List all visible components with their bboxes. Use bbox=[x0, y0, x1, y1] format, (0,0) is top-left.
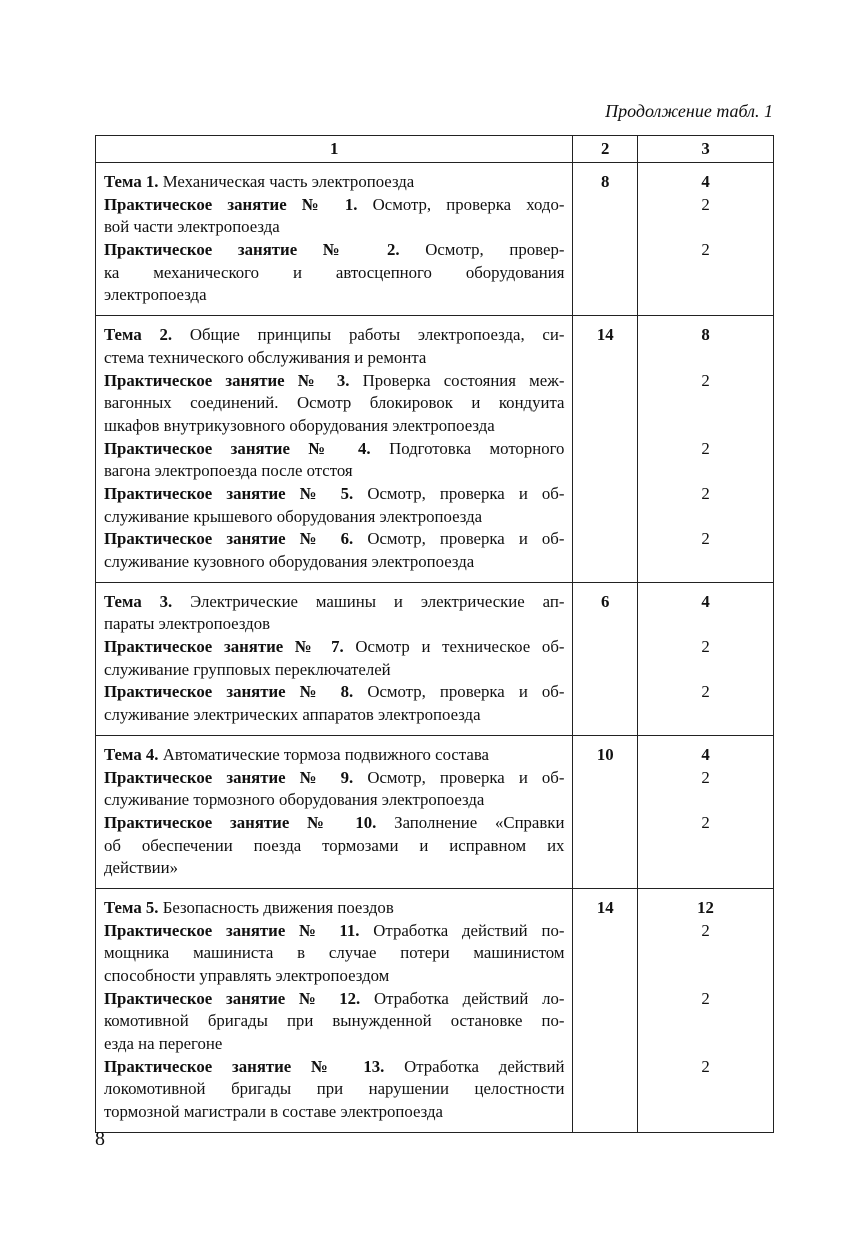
total-hours-cell bbox=[573, 582, 638, 735]
entry-text: Подготовка моторного bbox=[370, 438, 565, 458]
text-line bbox=[104, 284, 564, 307]
text-line bbox=[104, 438, 564, 461]
lesson-hours: 2 bbox=[701, 240, 710, 260]
topic-entry bbox=[104, 744, 564, 767]
topic-entry bbox=[104, 897, 564, 920]
entry-text: комотивной бригады при вынужденной остановке по- bbox=[104, 1011, 565, 1031]
entry-title: Практическое занятие № 7. bbox=[104, 637, 344, 657]
practical-lesson-entry bbox=[104, 239, 564, 307]
text-line bbox=[104, 591, 564, 614]
text-line bbox=[104, 551, 564, 574]
lesson-hours: 2 bbox=[701, 1056, 710, 1076]
text-line bbox=[104, 506, 564, 529]
text-line bbox=[104, 789, 564, 812]
practical-lesson-entry bbox=[104, 438, 564, 483]
entry-text: действии» bbox=[104, 858, 179, 878]
topic-hours: 12 bbox=[697, 897, 714, 917]
table-row bbox=[96, 888, 774, 1132]
text-line bbox=[104, 965, 564, 988]
total-hours: 14 bbox=[596, 325, 614, 345]
entry-title: Практическое занятие № 11. bbox=[104, 920, 360, 940]
text-line bbox=[104, 988, 564, 1011]
text-line bbox=[104, 636, 564, 659]
total-hours-cell bbox=[573, 735, 638, 888]
table-header-row bbox=[96, 136, 774, 163]
entry-title: Практическое занятие № 1. bbox=[104, 194, 358, 214]
practice-hours-cell bbox=[638, 888, 774, 1132]
practical-lesson-entry bbox=[104, 194, 564, 239]
text-line bbox=[104, 347, 564, 370]
practical-lesson-entry bbox=[104, 920, 564, 988]
total-hours-cell bbox=[573, 316, 638, 583]
entry-text: стема технического обслуживания и ремонта bbox=[104, 347, 427, 367]
topic-content bbox=[96, 583, 572, 735]
lesson-hours: 2 bbox=[701, 920, 710, 940]
practical-lesson-entry bbox=[104, 636, 564, 681]
entry-title: Тема 3. bbox=[104, 591, 173, 611]
entry-text: служивание кузовного оборудования электропоезда bbox=[104, 552, 475, 571]
entry-title: Тема 5. bbox=[104, 897, 159, 917]
text-line bbox=[104, 897, 564, 920]
total-hours: 6 bbox=[601, 591, 610, 611]
entry-text: служивание тормозного оборудования электропоезда bbox=[104, 790, 485, 810]
lesson-hours: 2 bbox=[701, 637, 710, 657]
text-line bbox=[104, 528, 564, 551]
curriculum-table bbox=[95, 135, 774, 1133]
entry-text: служивание электрических аппаратов электропоезда bbox=[104, 705, 481, 725]
text-line bbox=[104, 392, 564, 415]
table-row bbox=[96, 316, 774, 583]
lesson-hours: 2 bbox=[701, 682, 710, 702]
total-hours-cell bbox=[573, 163, 638, 316]
entry-text: об обеспечении поезда тормозами и исправном их bbox=[104, 835, 565, 855]
text-line bbox=[104, 857, 564, 880]
entry-title: Практическое занятие № 12. bbox=[104, 988, 361, 1008]
practical-lesson-entry bbox=[104, 1056, 564, 1124]
text-line bbox=[104, 767, 564, 790]
entry-title: Практическое занятие № 3. bbox=[104, 370, 350, 390]
text-line bbox=[104, 1010, 564, 1033]
practice-hours-cell bbox=[638, 735, 774, 888]
entry-title: Тема 2. bbox=[104, 325, 173, 345]
text-line bbox=[104, 835, 564, 858]
entry-text: Осмотр, проверка ходо- bbox=[357, 194, 565, 214]
table-row bbox=[96, 163, 774, 316]
entry-text: Осмотр, проверка и об- bbox=[353, 767, 565, 787]
total-hours: 8 bbox=[601, 172, 610, 191]
entry-title: Практическое занятие № 6. bbox=[104, 529, 354, 549]
text-line bbox=[104, 239, 564, 262]
entry-text: Механическая часть электропоезда bbox=[158, 172, 415, 191]
topic-entry bbox=[104, 591, 564, 636]
entry-text: Безопасность движения поездов bbox=[158, 897, 394, 917]
entry-text: Общие принципы работы электропоезда, си- bbox=[172, 325, 565, 345]
topic-hours: 4 bbox=[701, 172, 710, 191]
entry-text: Осмотр, проверка и об- bbox=[353, 529, 565, 549]
total-hours: 10 bbox=[596, 744, 614, 764]
text-line bbox=[104, 659, 564, 682]
lesson-hours: 2 bbox=[701, 370, 710, 390]
entry-title: Тема 4. bbox=[104, 744, 159, 764]
topic-cell bbox=[96, 888, 573, 1132]
practical-lesson-entry bbox=[104, 681, 564, 726]
entry-text: Отработка действий ло- bbox=[360, 988, 565, 1008]
entry-text: Проверка состояния меж- bbox=[349, 370, 565, 390]
lesson-hours: 2 bbox=[701, 812, 710, 832]
topic-hours: 4 bbox=[701, 591, 710, 611]
header-col-3: 3 bbox=[638, 136, 774, 163]
practical-lesson-entry bbox=[104, 767, 564, 812]
text-line bbox=[104, 370, 564, 393]
entry-text: способности управлять электропоездом bbox=[104, 966, 390, 985]
lesson-hours: 2 bbox=[701, 988, 710, 1008]
text-line bbox=[104, 1056, 564, 1079]
header-col-2: 2 bbox=[573, 136, 638, 163]
topic-hours: 4 bbox=[701, 744, 710, 764]
entry-title: Практическое занятие № 8. bbox=[104, 682, 354, 702]
text-line bbox=[104, 1101, 564, 1124]
entry-text: Заполнение «Справки bbox=[376, 812, 565, 832]
text-line bbox=[104, 812, 564, 835]
topic-cell bbox=[96, 163, 573, 316]
entry-text: Отработка действий по- bbox=[359, 920, 565, 940]
entry-text: Осмотр, проверка и об- bbox=[353, 682, 565, 702]
text-line bbox=[104, 194, 564, 217]
entry-text: вой части электропоезда bbox=[104, 217, 280, 237]
entry-text: Автоматические тормоза подвижного состава bbox=[158, 744, 489, 764]
entry-title: Практическое занятие № 10. bbox=[104, 812, 377, 832]
lesson-hours: 2 bbox=[701, 484, 710, 503]
page-number: 8 bbox=[95, 1128, 105, 1150]
text-line bbox=[104, 216, 564, 239]
entry-text: ка механического и автосцепного оборудования bbox=[104, 262, 565, 282]
entry-text: тормозной магистрали в составе электропоезда bbox=[104, 1102, 443, 1122]
lesson-hours: 2 bbox=[701, 194, 710, 214]
practical-lesson-entry bbox=[104, 483, 564, 528]
entry-title: Практическое занятие № 13. bbox=[104, 1056, 385, 1076]
practical-lesson-entry bbox=[104, 528, 564, 573]
practical-lesson-entry bbox=[104, 812, 564, 880]
entry-title: Тема 1. bbox=[104, 172, 159, 191]
entry-text: параты электропоездов bbox=[104, 614, 271, 634]
practice-hours-cell bbox=[638, 582, 774, 735]
topic-content bbox=[96, 316, 572, 582]
table-row bbox=[96, 582, 774, 735]
practical-lesson-entry bbox=[104, 988, 564, 1056]
entry-text: Осмотр, проверка и об- bbox=[353, 483, 565, 503]
entry-text: локомотивной бригады при нарушении целостности bbox=[104, 1079, 565, 1099]
text-line bbox=[104, 324, 564, 347]
text-line bbox=[104, 415, 564, 438]
table-row bbox=[96, 735, 774, 888]
hours-list bbox=[638, 316, 773, 574]
text-line bbox=[104, 920, 564, 943]
topic-entry bbox=[104, 171, 564, 194]
lesson-hours: 2 bbox=[701, 529, 710, 549]
entry-text: мощника машиниста в случае потери машинистом bbox=[104, 943, 565, 963]
topic-entry bbox=[104, 324, 564, 369]
text-line bbox=[104, 1078, 564, 1101]
entry-text: служивание крышевого оборудования электропоезда bbox=[104, 506, 483, 526]
total-hours: 14 bbox=[596, 897, 614, 917]
entry-title: Практическое занятие № 5. bbox=[104, 483, 354, 503]
entry-text: Осмотр и техническое об- bbox=[343, 637, 565, 657]
entry-text: вагонных соединений. Осмотр блокировок и кондуита bbox=[104, 393, 565, 413]
practice-hours-cell bbox=[638, 316, 774, 583]
practical-lesson-entry bbox=[104, 370, 564, 438]
text-line bbox=[104, 744, 564, 767]
entry-text: служивание групповых переключателей bbox=[104, 659, 391, 679]
total-hours-cell bbox=[573, 888, 638, 1132]
text-line bbox=[104, 704, 564, 727]
text-line bbox=[104, 613, 564, 636]
practice-hours-cell bbox=[638, 163, 774, 316]
topic-content bbox=[96, 163, 572, 315]
table-caption: Продолжение табл. 1 bbox=[605, 101, 773, 121]
text-line bbox=[104, 942, 564, 965]
topic-content bbox=[96, 889, 572, 1132]
topic-cell bbox=[96, 735, 573, 888]
hours-list bbox=[638, 583, 773, 727]
entry-title: Практическое занятие № 9. bbox=[104, 767, 354, 787]
topic-hours: 8 bbox=[701, 325, 710, 345]
entry-text: Электрические машины и электрические ап- bbox=[172, 591, 565, 611]
lesson-hours: 2 bbox=[701, 767, 710, 787]
entry-text: вагона электропоезда после отстоя bbox=[104, 461, 353, 481]
topic-content bbox=[96, 736, 572, 888]
lesson-hours: 2 bbox=[701, 438, 710, 458]
entry-text: электропоезда bbox=[104, 285, 207, 305]
hours-list bbox=[638, 736, 773, 880]
entry-text: шкафов внутрикузовного оборудования электропоезда bbox=[104, 415, 495, 435]
hours-list bbox=[638, 163, 773, 307]
text-line bbox=[104, 460, 564, 483]
hours-list bbox=[638, 889, 773, 1124]
header-col-1: 1 bbox=[96, 136, 573, 163]
topic-cell bbox=[96, 582, 573, 735]
text-line bbox=[104, 681, 564, 704]
text-line bbox=[104, 483, 564, 506]
entry-text: Осмотр, провер- bbox=[399, 240, 565, 260]
text-line bbox=[104, 171, 564, 194]
entry-text: Отработка действий bbox=[384, 1056, 565, 1076]
text-line bbox=[104, 1033, 564, 1056]
entry-title: Практическое занятие № 4. bbox=[104, 438, 371, 458]
entry-text: езда на перегоне bbox=[104, 1034, 223, 1054]
topic-cell bbox=[96, 316, 573, 583]
entry-title: Практическое занятие № 2. bbox=[104, 240, 400, 260]
text-line bbox=[104, 262, 564, 285]
